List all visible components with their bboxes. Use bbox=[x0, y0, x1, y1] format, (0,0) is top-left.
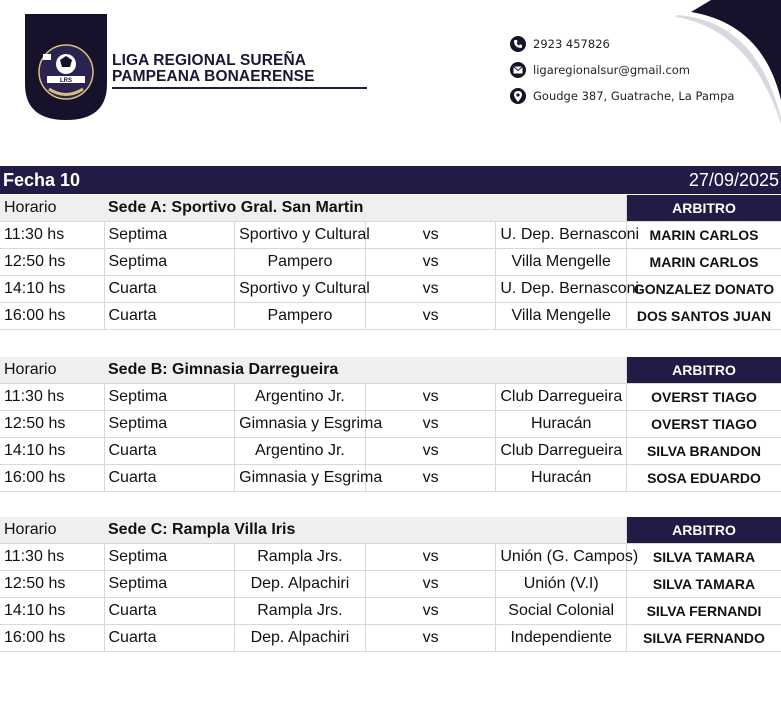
sede-header-row bbox=[0, 517, 781, 544]
referee: SILVA TAMARA bbox=[627, 571, 781, 598]
match-time: 12:50 hs bbox=[0, 249, 104, 276]
match-row bbox=[0, 276, 781, 303]
home-team: Argentino Jr. bbox=[235, 438, 366, 465]
home-team: Sportivo y Cultural bbox=[235, 276, 366, 303]
corner-swoosh-decoration bbox=[671, 0, 781, 124]
location-pin-icon bbox=[510, 88, 526, 104]
sede-b-table bbox=[0, 357, 781, 492]
match-category: Septima bbox=[104, 571, 235, 598]
match-time: 11:30 hs bbox=[0, 384, 104, 411]
address-text: Goudge 387, Guatrache, La Pampa bbox=[533, 89, 735, 103]
vs-label: vs bbox=[365, 384, 496, 411]
vs-label: vs bbox=[365, 222, 496, 249]
match-time: 12:50 hs bbox=[0, 411, 104, 438]
match-category: Septima bbox=[104, 544, 235, 571]
arbitro-header: ARBITRO bbox=[627, 357, 781, 384]
match-time: 16:00 hs bbox=[0, 625, 104, 652]
match-category: Septima bbox=[104, 411, 235, 438]
contact-phone bbox=[510, 36, 610, 52]
home-team: Rampla Jrs. bbox=[235, 544, 366, 571]
match-row bbox=[0, 303, 781, 330]
match-row bbox=[0, 625, 781, 652]
match-time: 16:00 hs bbox=[0, 303, 104, 330]
referee: SILVA BRANDON bbox=[627, 438, 781, 465]
away-team: Huracán bbox=[496, 465, 627, 492]
match-category: Cuarta bbox=[104, 598, 235, 625]
fecha-bar bbox=[0, 166, 781, 194]
away-team: Villa Mengelle bbox=[496, 303, 627, 330]
referee: MARIN CARLOS bbox=[627, 222, 781, 249]
match-row bbox=[0, 249, 781, 276]
match-row bbox=[0, 411, 781, 438]
away-team: Huracán bbox=[496, 411, 627, 438]
home-team: Dep. Alpachiri bbox=[235, 571, 366, 598]
sede-name: Sede B: Gimnasia Darregueira bbox=[104, 357, 627, 384]
league-name bbox=[112, 53, 367, 89]
away-team: Unión (V.I) bbox=[496, 571, 627, 598]
logo-text: LRS bbox=[60, 78, 72, 84]
match-row bbox=[0, 544, 781, 571]
arbitro-header: ARBITRO bbox=[627, 195, 781, 222]
home-team: Gimnasia y Esgrima bbox=[235, 465, 366, 492]
match-time: 14:10 hs bbox=[0, 438, 104, 465]
match-row bbox=[0, 438, 781, 465]
page-header bbox=[0, 0, 781, 140]
home-team: Gimnasia y Esgrima bbox=[235, 411, 366, 438]
match-category: Septima bbox=[104, 222, 235, 249]
referee: DOS SANTOS JUAN bbox=[627, 303, 781, 330]
vs-label: vs bbox=[365, 303, 496, 330]
match-category: Cuarta bbox=[104, 438, 235, 465]
away-team: Unión (G. Campos) bbox=[496, 544, 627, 571]
home-team: Sportivo y Cultural bbox=[235, 222, 366, 249]
match-category: Septima bbox=[104, 249, 235, 276]
league-name-line2: PAMPEANA BONAERENSE bbox=[112, 68, 315, 85]
vs-label: vs bbox=[365, 544, 496, 571]
referee: SILVA TAMARA bbox=[627, 544, 781, 571]
home-team: Pampero bbox=[235, 249, 366, 276]
match-category: Cuarta bbox=[104, 625, 235, 652]
phone-text: 2923 457826 bbox=[533, 37, 610, 51]
away-team: U. Dep. Bernasconi bbox=[496, 222, 627, 249]
contact-email bbox=[510, 62, 690, 78]
vs-label: vs bbox=[365, 411, 496, 438]
match-time: 11:30 hs bbox=[0, 544, 104, 571]
match-row bbox=[0, 384, 781, 411]
match-row bbox=[0, 598, 781, 625]
referee: GONZALEZ DONATO bbox=[627, 276, 781, 303]
match-category: Septima bbox=[104, 384, 235, 411]
sede-header-row bbox=[0, 357, 781, 384]
match-row bbox=[0, 571, 781, 598]
vs-label: vs bbox=[365, 249, 496, 276]
away-team: Independiente bbox=[496, 625, 627, 652]
horario-header: Horario bbox=[0, 357, 104, 384]
home-team: Rampla Jrs. bbox=[235, 598, 366, 625]
match-time: 12:50 hs bbox=[0, 571, 104, 598]
away-team: U. Dep. Bernasconi bbox=[496, 276, 627, 303]
match-time: 11:30 hs bbox=[0, 222, 104, 249]
away-team: Villa Mengelle bbox=[496, 249, 627, 276]
away-team: Social Colonial bbox=[496, 598, 627, 625]
sede-c-table bbox=[0, 517, 781, 652]
home-team: Argentino Jr. bbox=[235, 384, 366, 411]
horario-header: Horario bbox=[0, 517, 104, 544]
vs-label: vs bbox=[365, 465, 496, 492]
referee: OVERST TIAGO bbox=[627, 384, 781, 411]
referee: SILVA FERNANDO bbox=[627, 625, 781, 652]
fecha-label: Fecha 10 bbox=[3, 169, 81, 190]
league-name-line1: LIGA REGIONAL SUREÑA bbox=[112, 52, 307, 69]
referee: OVERST TIAGO bbox=[627, 411, 781, 438]
arbitro-header: ARBITRO bbox=[627, 517, 781, 544]
match-row bbox=[0, 465, 781, 492]
away-team: Club Darregueira bbox=[496, 384, 627, 411]
sede-name: Sede A: Sportivo Gral. San Martin bbox=[104, 195, 627, 222]
match-category: Cuarta bbox=[104, 303, 235, 330]
phone-icon bbox=[510, 36, 526, 52]
sede-name: Sede C: Rampla Villa Iris bbox=[104, 517, 627, 544]
vs-label: vs bbox=[365, 276, 496, 303]
referee: MARIN CARLOS bbox=[627, 249, 781, 276]
match-row bbox=[0, 222, 781, 249]
vs-label: vs bbox=[365, 571, 496, 598]
match-time: 14:10 hs bbox=[0, 598, 104, 625]
match-category: Cuarta bbox=[104, 465, 235, 492]
email-text: ligaregionalsur@gmail.com bbox=[533, 63, 691, 77]
match-time: 14:10 hs bbox=[0, 276, 104, 303]
vs-label: vs bbox=[365, 438, 496, 465]
sede-a-table bbox=[0, 195, 781, 330]
match-time: 16:00 hs bbox=[0, 465, 104, 492]
vs-label: vs bbox=[365, 625, 496, 652]
sede-header-row bbox=[0, 195, 781, 222]
referee: SOSA EDUARDO bbox=[627, 465, 781, 492]
league-shield-logo bbox=[25, 14, 107, 122]
home-team: Pampero bbox=[235, 303, 366, 330]
away-team: Club Darregueira bbox=[496, 438, 627, 465]
vs-label: vs bbox=[365, 598, 496, 625]
horario-header: Horario bbox=[0, 195, 104, 222]
home-team: Dep. Alpachiri bbox=[235, 625, 366, 652]
fecha-date: 27/09/2025 bbox=[688, 169, 779, 190]
mail-icon bbox=[510, 62, 526, 78]
match-category: Cuarta bbox=[104, 276, 235, 303]
referee: SILVA FERNANDI bbox=[627, 598, 781, 625]
